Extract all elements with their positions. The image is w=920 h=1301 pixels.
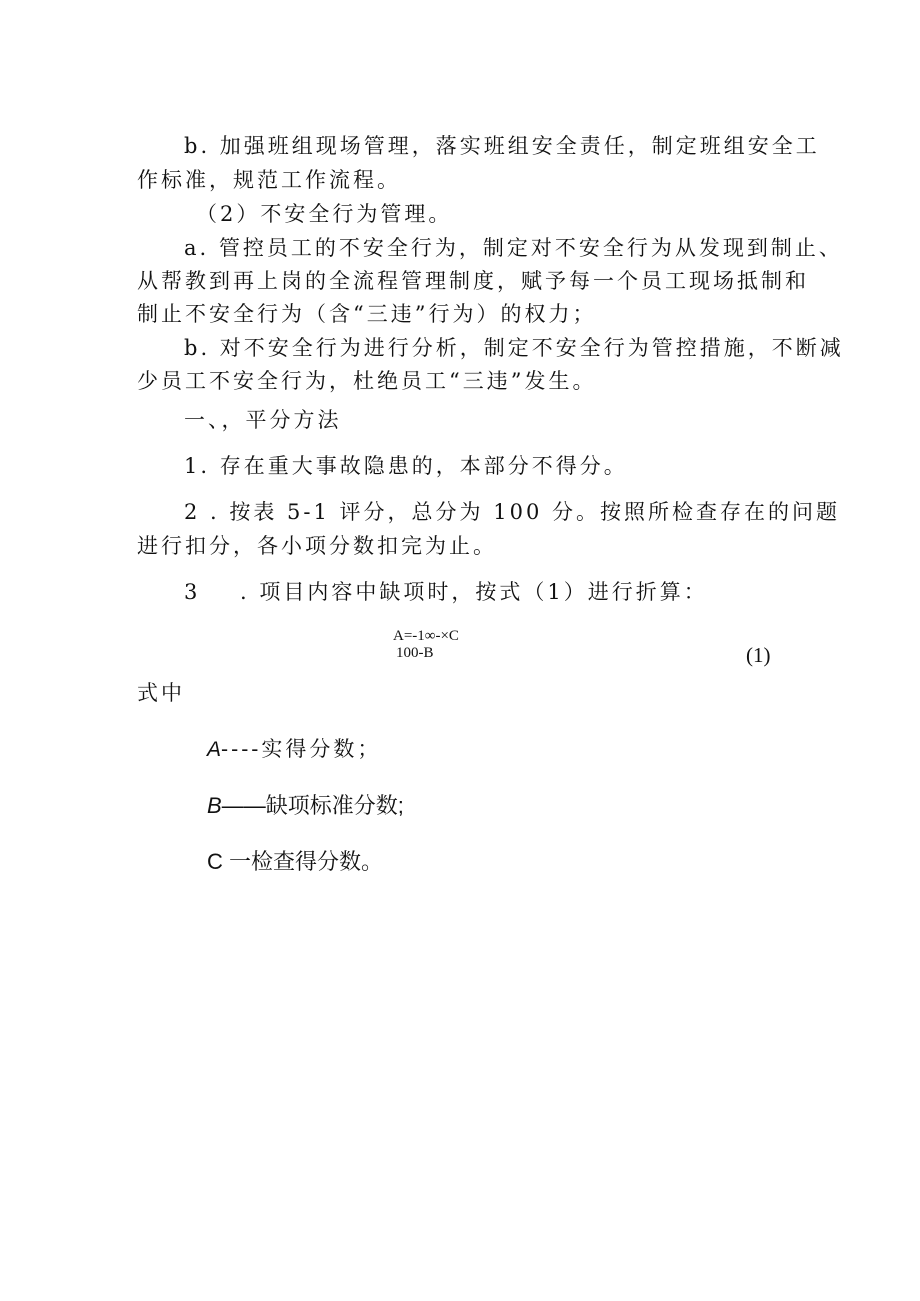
formula-line-2: 100-B: [396, 645, 434, 661]
rule-1: 1. 存在重大事故隐患的，本部分不得分。: [184, 454, 628, 478]
rule-2-line1: 2 . 按表 5-1 评分，总分为 100 分。按照所检查存在的问题: [184, 500, 840, 524]
paragraph-b2-line2: 少员工不安全行为，杜绝员工“三违”发生。: [137, 369, 597, 393]
rule-3-text: . 项目内容中缺项时，按式（1）进行折算：: [240, 580, 708, 604]
paragraph-b2-line1: b. 对不安全行为进行分析，制定不安全行为管控措施，不断减: [184, 336, 844, 360]
section-heading: 一、，平分方法: [184, 408, 342, 432]
definitions-intro: 式中: [137, 681, 185, 705]
paragraph-b1-line1: b. 加强班组现场管理，落实班组安全责任，制定班组安全工: [184, 134, 820, 158]
variable-b: B: [207, 793, 222, 818]
paragraph-a-line2: 从帮教到再上岗的全流程管理制度，赋予每一个员工现场抵制和: [137, 269, 809, 293]
definition-c: C 一检查得分数。: [207, 849, 384, 874]
definition-a: [207, 734, 381, 765]
paragraph-b1-line2: 作标准，规范工作流程。: [137, 168, 401, 192]
rule-2-line2: 进行扣分，各小项分数扣完为止。: [137, 534, 497, 558]
formula-line-1: A=-1∞-×C: [393, 628, 459, 644]
rule-3-number: 3: [184, 580, 201, 604]
paragraph-a-line3: 制止不安全行为（含“三违”行为）的权力；: [137, 302, 597, 326]
item2-heading: （2）不安全行为管理。: [196, 202, 453, 226]
definition-a-text: ----实得分数；: [221, 737, 382, 761]
equation-number: (1): [746, 643, 771, 667]
variable-a: A: [207, 738, 222, 761]
paragraph-a-line1: a. 管控员工的不安全行为，制定对不安全行为从发现到制止、: [184, 236, 843, 260]
definition-b: [207, 791, 404, 821]
definition-b-text: ——缺项标准分数;: [221, 793, 404, 818]
